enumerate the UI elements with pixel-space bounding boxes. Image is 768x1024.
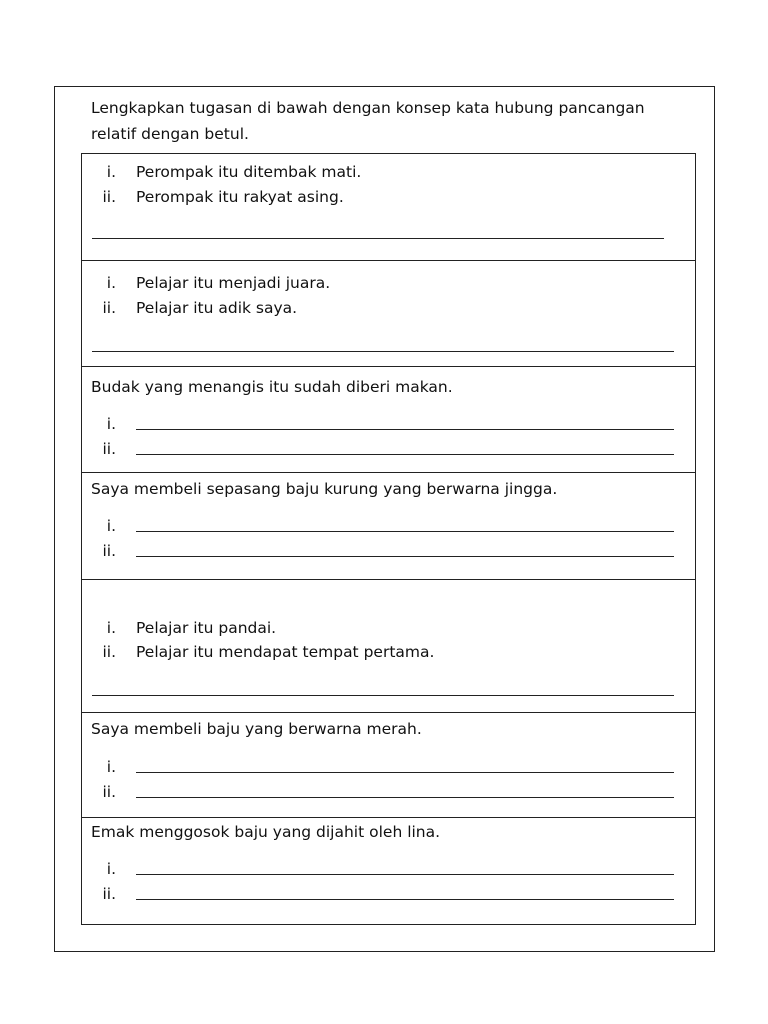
label-i: i. [106,758,116,776]
label-i: i. [106,163,116,181]
question-box-7 [81,818,696,925]
compound-sentence: Saya membeli sepasang baju kurung yang berwarna jingga. [91,480,558,498]
compound-sentence: Budak yang menangis itu sudah diberi makan. [91,378,453,396]
question-box-2 [81,261,696,367]
question-box-1 [81,153,696,261]
answer-line[interactable] [92,351,674,352]
label-i: i. [106,274,116,292]
compound-sentence: Emak menggosok baju yang dijahit oleh lina. [91,823,441,841]
instruction-line-1: Lengkapkan tugasan di bawah dengan konsep kata hubung pancangan [91,99,645,117]
sentence-i: Perompak itu ditembak mati. [136,163,362,181]
question-box-3 [81,367,696,473]
question-box-5 [81,580,696,713]
label-ii: ii. [102,643,116,661]
sentence-ii: Pelajar itu mendapat tempat pertama. [136,643,435,661]
sentence-i: Pelajar itu pandai. [136,619,277,637]
answer-line-i[interactable] [136,531,674,532]
label-i: i. [106,619,116,637]
answer-line[interactable] [92,695,674,696]
question-box-6 [81,713,696,818]
answer-line-i[interactable] [136,772,674,773]
label-i: i. [106,415,116,433]
answer-line-i[interactable] [136,429,674,430]
compound-sentence: Saya membeli baju yang berwarna merah. [91,720,422,738]
label-i: i. [106,860,116,878]
label-ii: ii. [102,440,116,458]
instruction-line-2: relatif dengan betul. [91,125,249,143]
label-ii: ii. [102,188,116,206]
label-ii: ii. [102,783,116,801]
answer-line-i[interactable] [136,874,674,875]
sentence-ii: Perompak itu rakyat asing. [136,188,344,206]
answer-line[interactable] [92,238,664,239]
label-ii: ii. [102,299,116,317]
answer-line-ii[interactable] [136,899,674,900]
label-ii: ii. [102,542,116,560]
label-ii: ii. [102,885,116,903]
sentence-ii: Pelajar itu adik saya. [136,299,298,317]
answer-line-ii[interactable] [136,454,674,455]
answer-line-ii[interactable] [136,556,674,557]
sentence-i: Pelajar itu menjadi juara. [136,274,331,292]
label-i: i. [106,517,116,535]
instructions [91,95,691,147]
question-box-4 [81,473,696,580]
answer-line-ii[interactable] [136,797,674,798]
